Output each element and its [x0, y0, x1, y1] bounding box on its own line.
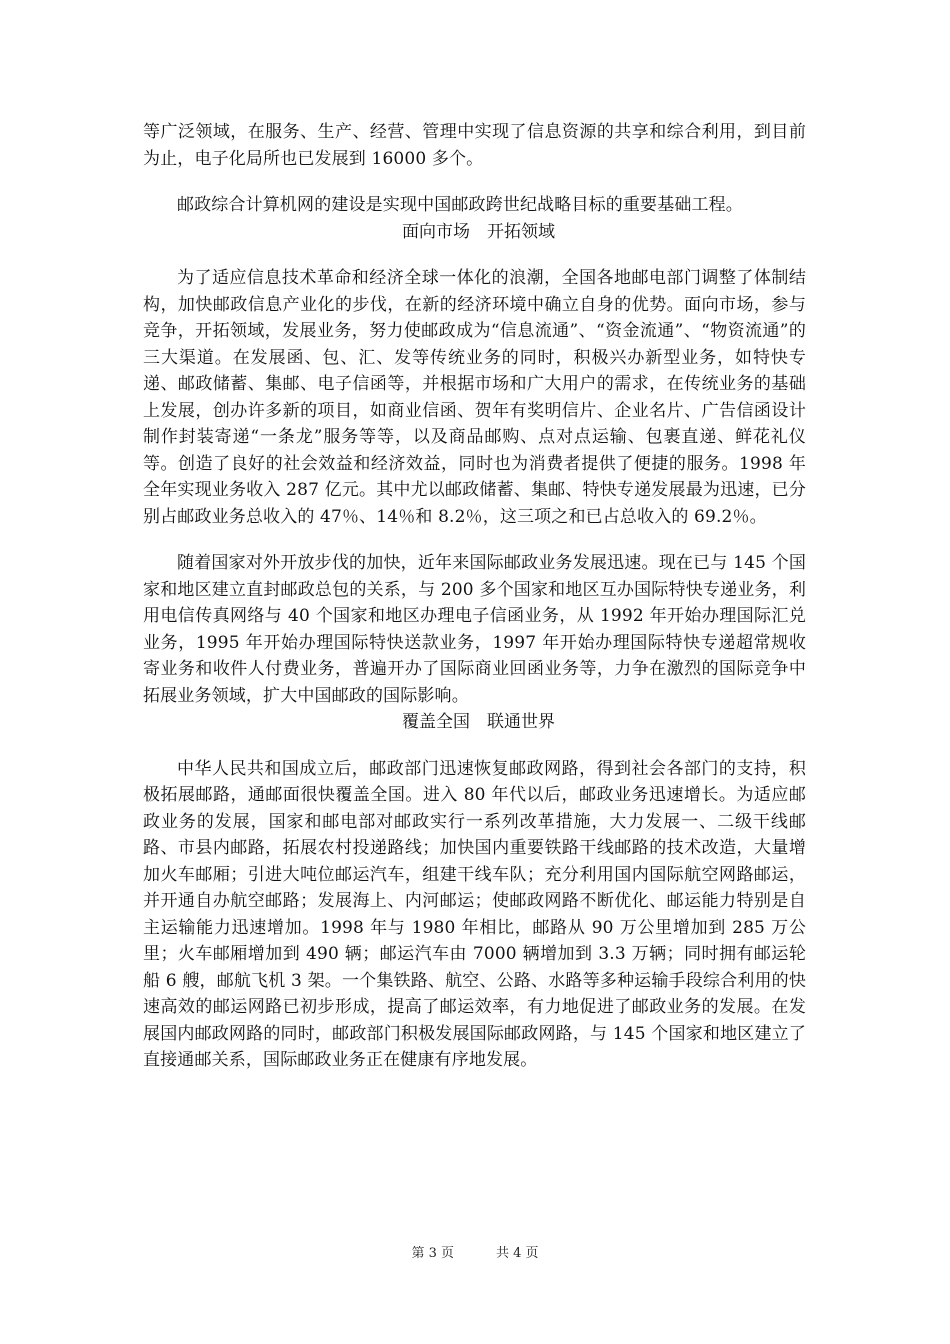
paragraph-info-resources: 等广泛领域，在服务、生产、经营、管理中实现了信息资源的共享和综合利用，到目前为止，电子化局所也已发展到 16000 多个。	[143, 122, 806, 169]
paragraph-market-expansion: 为了适应信息技术革命和经济全球一体化的浪潮，全国各地邮电部门调整了体制结构，加快邮政信息产业化的步伐，在新的经济环境中确立自身的优势。面向市场，参与竞争，开拓领域，发展业务，努力使邮政成为“信息流通”、“资金流通”、“物资流通”的三大渠道。在发展函、包、汇、发等传统业务的同时，积极兴办新型业务，如特快专递、邮政储蓄、集邮、电子信函等，并根据市场和广大用户的需求，在传统业务的基础上发展，创办许多新的项目，如商业信函、贺年有奖明信片、企业名片、广告信函设计制作封装寄递“一条龙”服务等等，以及商品邮购、点对点运输、包裹直递、鲜花礼仪等。创造了良好的社会效益和经济效益，同时也为消费者提供了便捷的服务。1998 年全年实现业务收入 287 亿元。其中尤以邮政储蓄、集邮、特快专递发展最为迅速，已分别占邮政业务总收入的 47％、14％和 8.2％，这三项之和已占总收入的 69.2％。	[143, 268, 806, 527]
paragraph-international-business: 随着国家对外开放步伐的加快，近年来国际邮政业务发展迅速。现在已与 145 个国家和地区建立直封邮政总包的关系，与 200 多个国家和地区互办国际特快专递业务，利用电信传真网络与 40 个国家和地区办理电子信函业务，从 1992 年开始办理国际汇兑业务，1995 年开始办理国际特快送款业务，1997 年开始办理国际特快专递超常规收寄业务和收件人付费业务，普遍开办了国际商业回函业务等，力争在激烈的国际竞争中拓展业务领域，扩大中国邮政的国际影响。	[143, 553, 806, 706]
page-number: 第 3 页	[411, 1246, 454, 1261]
paragraph-computer-network: 邮政综合计算机网的建设是实现中国邮政跨世纪战略目标的重要基础工程。	[177, 195, 743, 215]
section-heading-market: 面向市场 开拓领域	[402, 221, 555, 242]
page-footer	[0, 1245, 950, 1263]
document-body	[143, 119, 806, 1074]
paragraph-postal-network: 中华人民共和国成立后，邮政部门迅速恢复邮政网路，得到社会各部门的支持，积极拓展邮路，通邮面很快覆盖全国。进入 80 年代以后，邮政业务迅速增长。为适应邮政业务的发展，国家和邮电部对邮政实行一系列改革措施，大力发展一、二级干线邮路、市县内邮路，拓展农村投递路线；加快国内重要铁路干线邮路的技术改造，大量增加火车邮厢；引进大吨位邮运汽车，组建干线车队；充分利用国内国际航空网路邮运，并开通自办航空邮路；发展海上、内河邮运；使邮政网路不断优化、邮运能力特别是自主运输能力迅速增加。1998 年与 1980 年相比，邮路从 90 万公里增加到 285 万公里；火车邮厢增加到 490 辆；邮运汽车由 7000 辆增加到 3.3 万辆；同时拥有邮运轮船 6 艘，邮航飞机 3 架。一个集铁路、航空、公路、水路等多种运输手段综合利用的快速高效的邮运网路已初步形成，提高了邮运效率，有力地促进了邮政业务的发展。在发展国内邮政网路的同时，邮政部门积极发展国际邮政网路，与 145 个国家和地区建立了直接通邮关系，国际邮政业务正在健康有序地发展。	[143, 758, 806, 1070]
page-total: 共 4 页	[496, 1246, 539, 1261]
section-heading-coverage: 覆盖全国 联通世界	[402, 712, 555, 732]
